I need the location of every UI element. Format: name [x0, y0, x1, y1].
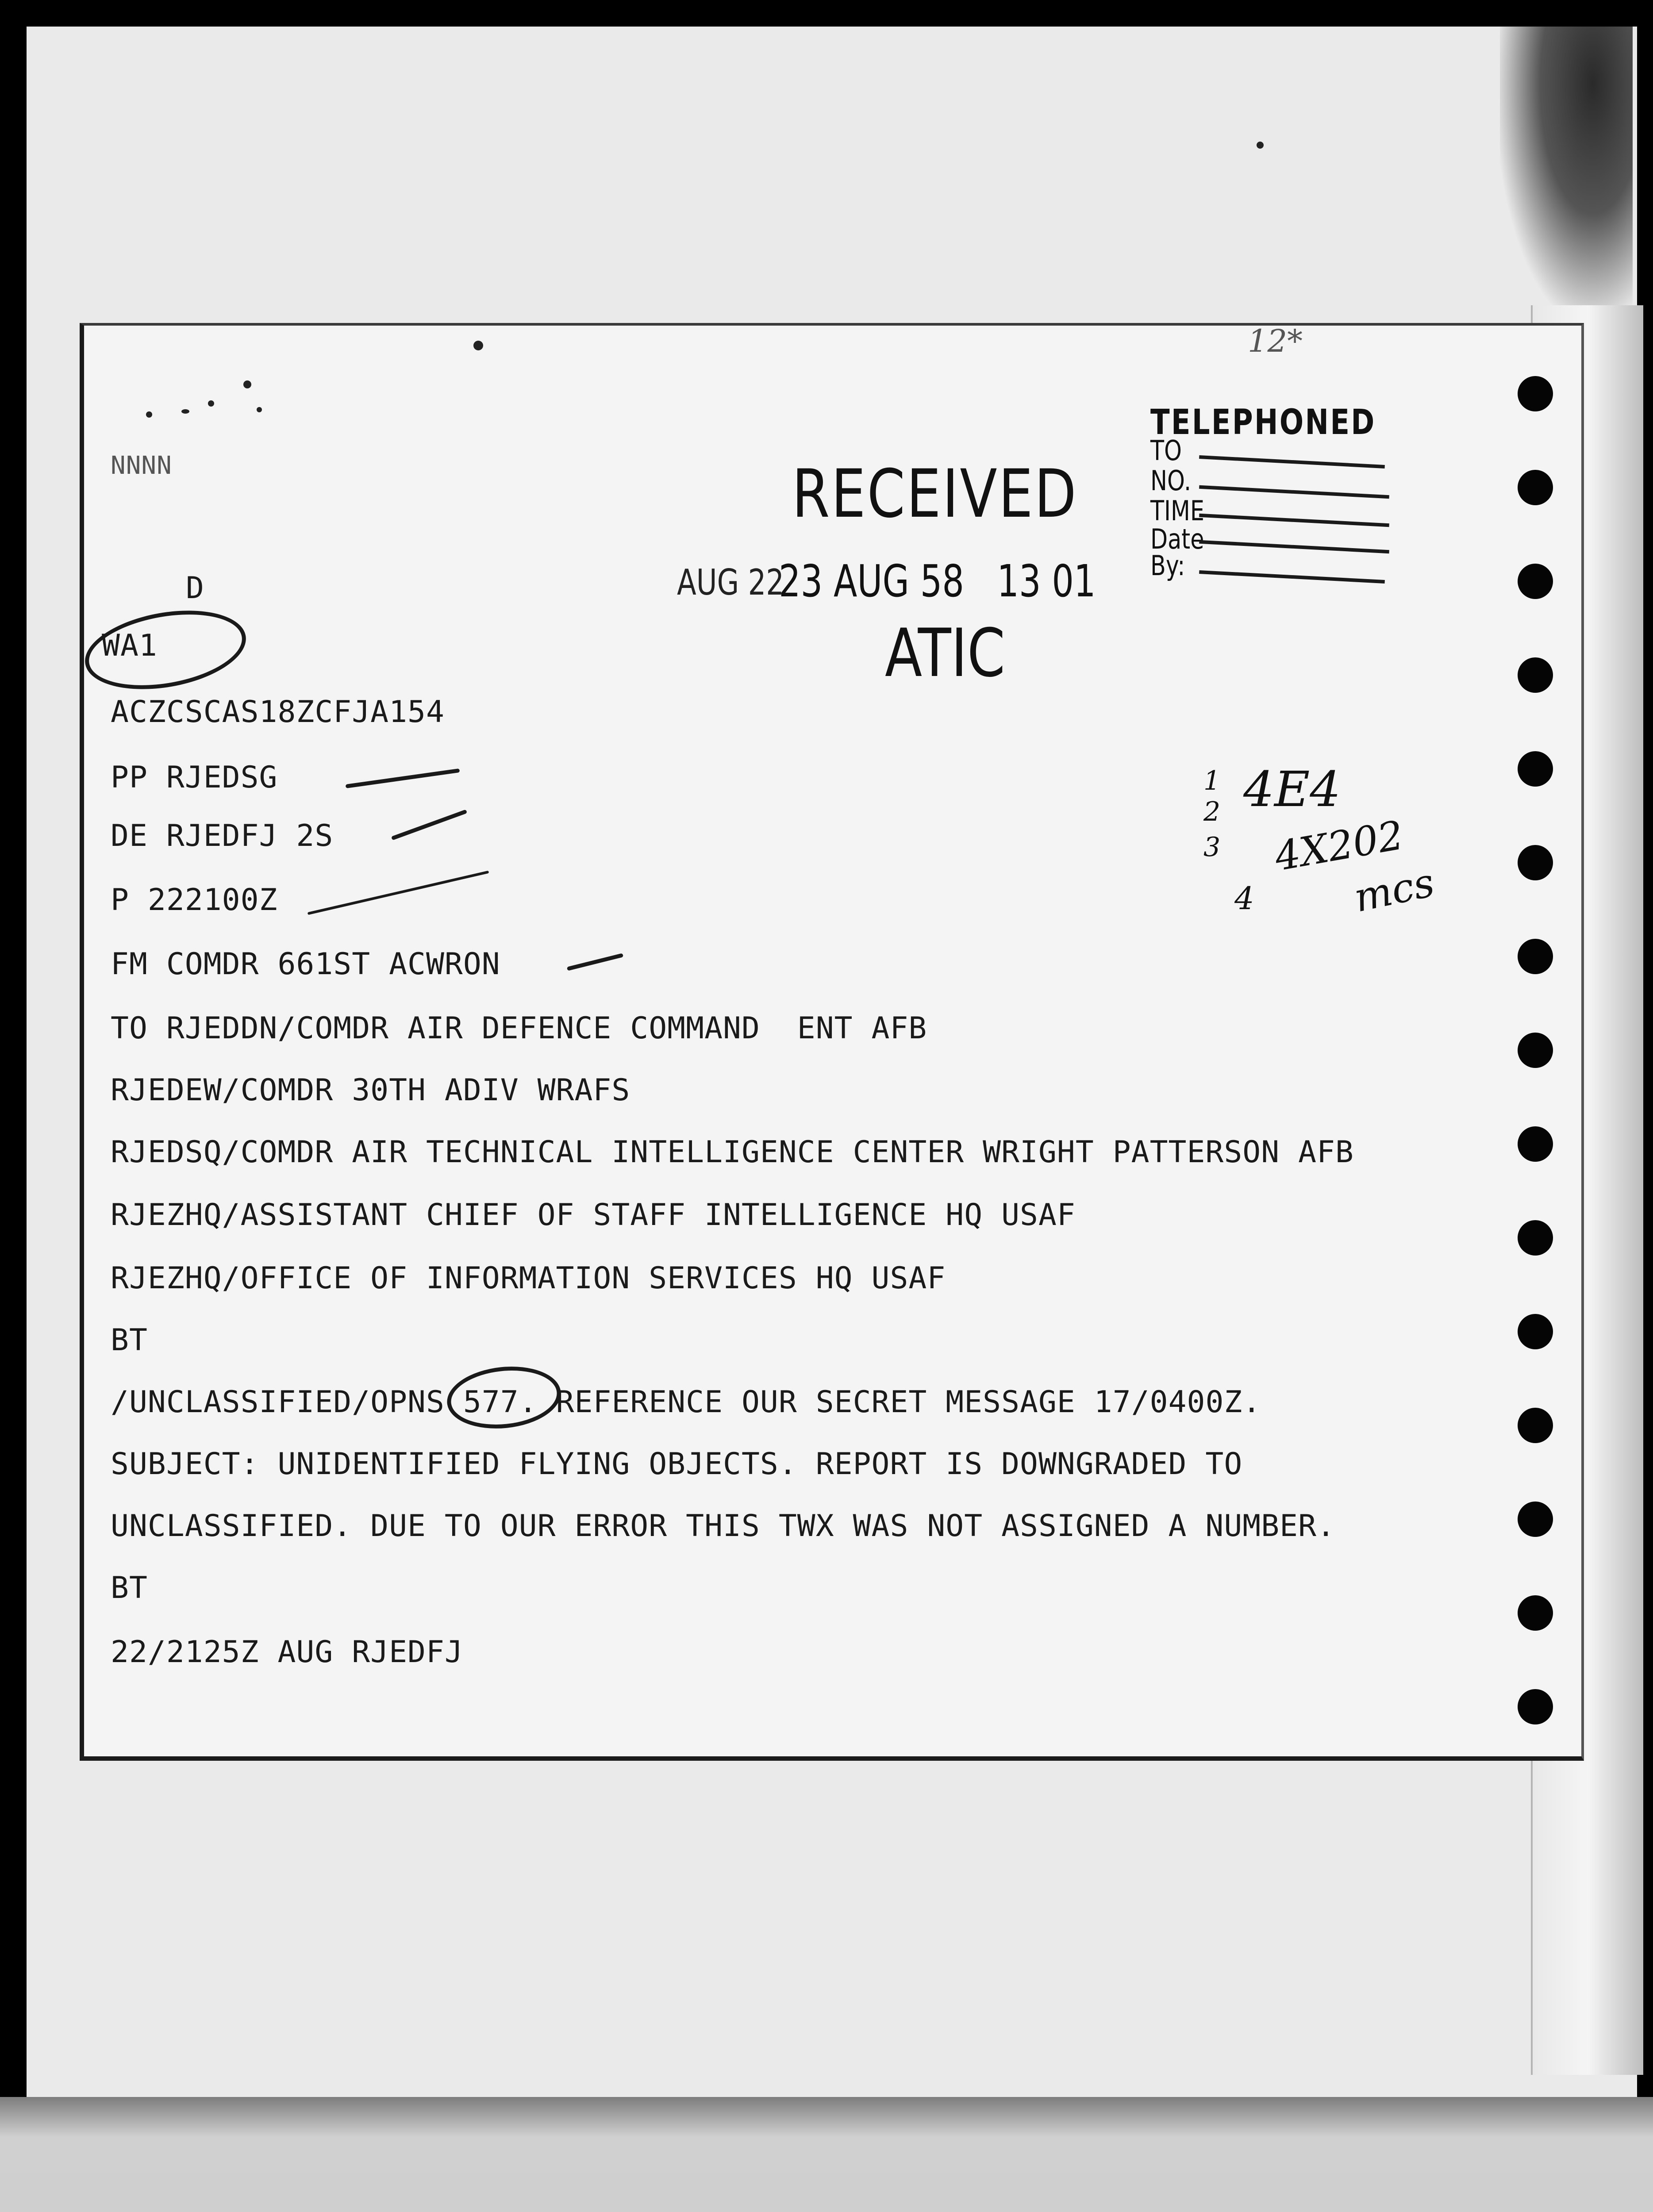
sprocket-hole — [1518, 657, 1553, 693]
sprocket-hole — [1518, 1314, 1553, 1349]
body-line-3: UNCLASSIFIED. DUE TO OUR ERROR THIS TWX WAS NOT ASSIGNED A NUMBER. — [111, 1509, 1336, 1544]
received-stamp: RECEIVED — [792, 456, 1078, 533]
body-line-2: SUBJECT: UNIDENTIFIED FLYING OBJECTS. REPORT IS DOWNGRADED TO — [111, 1447, 1243, 1482]
to-line-3: RJEDSQ/COMDR AIR TECHNICAL INTELLIGENCE CENTER WRIGHT PATTERSON AFB — [111, 1135, 1354, 1170]
sprocket-holes — [1518, 376, 1562, 1747]
to-line-5: RJEZHQ/OFFICE OF INFORMATION SERVICES HQ USAF — [111, 1261, 946, 1296]
speck — [181, 409, 189, 414]
atic-stamp: ATIC — [885, 615, 1005, 692]
tel-to-label: TO — [1150, 434, 1182, 467]
handwritten-fraction-mid: 2 — [1203, 796, 1221, 827]
tel-time-label: TIME — [1150, 495, 1205, 527]
bt-line-1: BT — [111, 1323, 148, 1358]
sprocket-hole — [1518, 470, 1553, 505]
routing-line: ACZCSCAS18ZCFJA154 — [111, 695, 445, 730]
speck — [257, 407, 262, 412]
tel-by-label: By: — [1150, 549, 1185, 582]
tel-time-line — [1199, 514, 1389, 527]
handwritten-top-right: 12* — [1248, 323, 1303, 359]
bt-line-2: BT — [111, 1571, 148, 1605]
speck — [473, 341, 483, 350]
speck — [243, 380, 251, 388]
struck-date-stamp: AUG 22 — [677, 562, 784, 603]
body-line-1 — [111, 1385, 1261, 1420]
pp-line: PP RJEDSG — [111, 760, 278, 795]
to-line-1: TO RJEDDN/COMDR AIR DEFENCE COMMAND ENT AFB — [111, 1011, 927, 1046]
tel-to-line — [1199, 455, 1385, 469]
speck — [146, 411, 152, 418]
scan-lower-band — [0, 2097, 1653, 2212]
scan-shadow — [1500, 27, 1633, 314]
circled-code: WA1 — [102, 628, 158, 663]
sprocket-hole — [1518, 1408, 1553, 1443]
sprocket-hole — [1518, 1220, 1553, 1256]
sprocket-hole — [1518, 1126, 1553, 1162]
opns-number: 577 — [463, 1385, 519, 1420]
sprocket-hole — [1518, 1033, 1553, 1068]
p-line: P 222100Z — [111, 883, 278, 918]
nnnn-line: NNNN — [111, 451, 172, 480]
handwritten-number: 4 — [1234, 880, 1254, 917]
handwritten-initials: mcs — [1350, 859, 1438, 922]
body-line-1-rest: . REFERENCE OUR SECRET MESSAGE 17/0400Z. — [519, 1385, 1261, 1420]
sprocket-hole — [1518, 845, 1553, 880]
handwritten-code-4e4: 4E4 — [1243, 761, 1341, 818]
sprocket-hole — [1518, 376, 1553, 411]
to-line-2: RJEDEW/COMDR 30TH ADIV WRAFS — [111, 1073, 630, 1108]
body-prefix: /UNCLASSIFIED/OPNS — [111, 1385, 463, 1420]
sprocket-hole — [1518, 1502, 1553, 1537]
de-line: DE RJEDFJ 2S — [111, 818, 334, 853]
sprocket-hole — [1518, 1595, 1553, 1631]
handwritten-fraction-top: 1 — [1203, 765, 1221, 796]
to-line-4: RJEZHQ/ASSISTANT CHIEF OF STAFF INTELLIGENCE HQ USAF — [111, 1198, 1076, 1233]
tel-by-line — [1199, 570, 1385, 584]
tel-no-line — [1199, 485, 1389, 499]
dtg-line: 22/2125Z AUG RJEDFJ — [111, 1635, 463, 1670]
tel-date-label: Date — [1150, 523, 1204, 555]
sprocket-hole — [1518, 564, 1553, 599]
header-d: D — [186, 571, 204, 606]
sprocket-hole — [1518, 939, 1553, 974]
handwritten-fraction-bottom: 3 — [1203, 832, 1221, 863]
date-stamp: 23 AUG 58 13 01 — [779, 555, 1096, 607]
sprocket-hole — [1518, 1689, 1553, 1724]
speck — [208, 400, 214, 407]
sprocket-hole — [1518, 751, 1553, 787]
telephoned-stamp — [1150, 403, 1398, 588]
tel-date-line — [1199, 540, 1389, 553]
from-line: FM COMDR 661ST ACWRON — [111, 947, 500, 982]
telephoned-title: TELEPHONED — [1150, 403, 1376, 442]
speck — [1257, 142, 1264, 149]
handwritten-code-4x202: 4X202 — [1271, 812, 1407, 880]
tel-no-label: NO. — [1150, 465, 1192, 497]
